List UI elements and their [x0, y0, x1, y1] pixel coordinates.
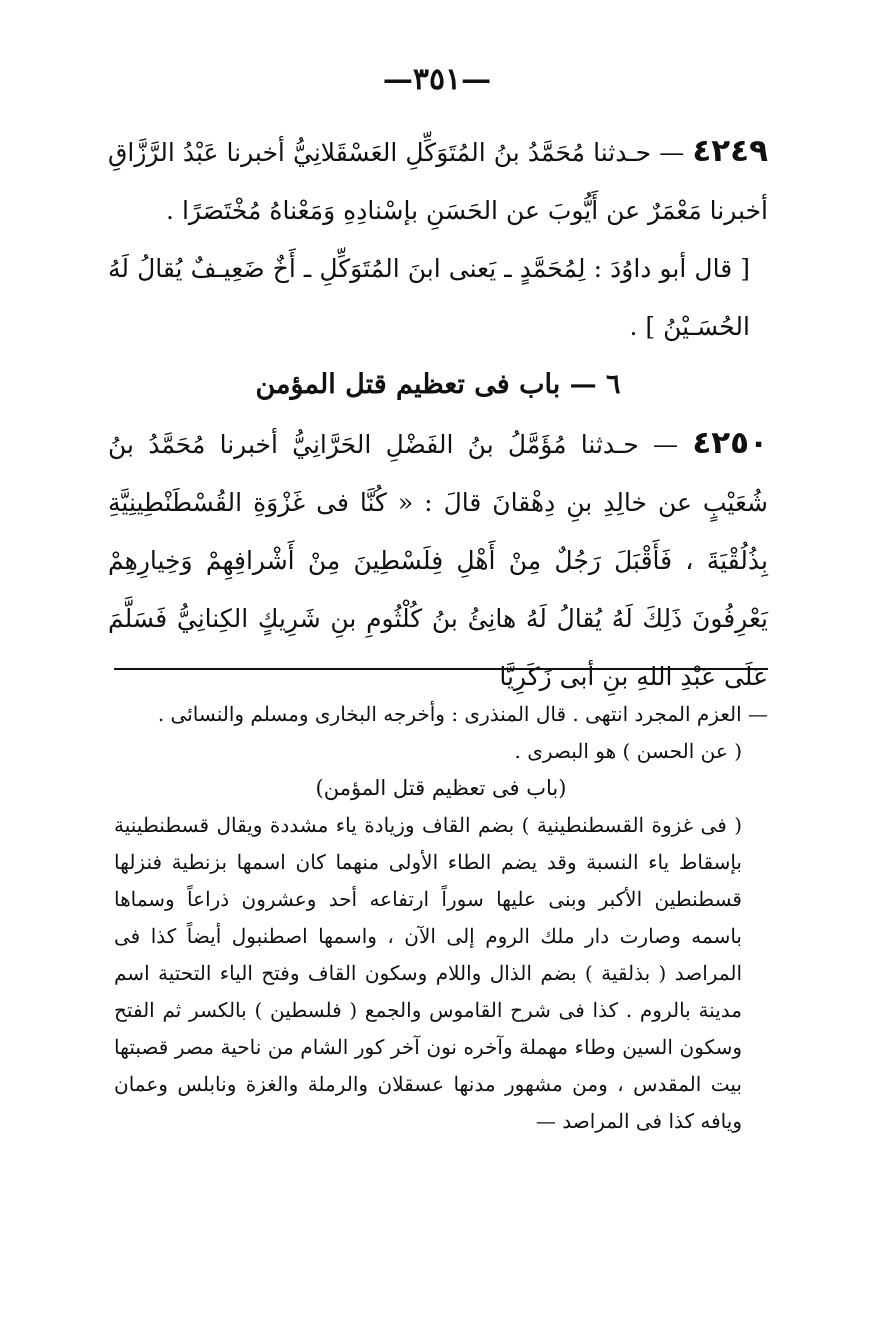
- chapter-heading: ٦ — باب فى تعظيم قتل المؤمن: [255, 369, 621, 400]
- footnote-heading: (باب فى تعظيم قتل المؤمن): [315, 776, 567, 800]
- hadith-text: — حـدثنا مُؤَمَّلُ بنُ الفَضْلِ الحَرَّانِيُّ أخبرنا مُحَمَّدُ بنُ شُعَيْبٍ عن خالِدِ بنِ دِهْقانَ قالَ : « كُنَّا فى غَزْوَةِ القُسْطَنْطِينِيَّةِ بِذُلُقْيَةَ ، فَأَقْبَلَ رَجُلٌ مِنْ أَهْلِ فِلَسْطِينَ مِنْ أَشْرافِهِمْ وَخِيارِهِمْ يَعْرِفُونَ ذَلِكَ لَهُ يُقالُ لَهُ هانِئُ بنُ كُلْثُومِ بنِ شَرِيكٍ الكِنانِيُّ فَسَلَّمَ عَلَى عَبْدِ اللهِ بنِ أبى زَكَرِيَّا: [108, 430, 768, 691]
- hadith-4250: [108, 414, 768, 706]
- hadith-4249: [108, 122, 768, 240]
- footnote-line: — العزم المجرد انتهى . قال المنذرى : وأخرجه البخارى ومسلم والنسائى .: [157, 702, 768, 726]
- hadith-number: ٤٢٤٩: [692, 133, 768, 169]
- footnote-divider: [114, 668, 768, 670]
- hadith-text: — حـدثنا مُحَمَّدُ بنُ المُتَوَكِّلِ العَسْقَلانِيُّ أخبرنا عَبْدُ الرَّزَّاقِ أخبرنا مَعْمَرٌ عن أَيُّوبَ عن الحَسَنِ بإسْنادِهِ وَمَعْناهُ مُخْتَصَرًا .: [108, 138, 768, 225]
- footnote-line: ( عن الحسن ) هو البصرى .: [514, 739, 742, 763]
- page-number: —٣٥١—: [382, 62, 492, 97]
- main-text: [108, 122, 768, 706]
- hadith-number: ٤٢٥٠: [692, 425, 768, 461]
- bracket-note: [ قال أبو داوُدَ : لِمُحَمَّدٍ ـ يَعنى ابنَ المُتَوَكِّلِ ـ أَخٌ ضَعِيـفٌ يُقالُ لَهُ الحُسَـيْنُ ] .: [108, 254, 750, 341]
- footnote-paragraph: ( فى غزوة القسطنطينية ) بضم القاف وزيادة ياء مشددة ويقال قسطنطينية بإسقاط ياء النسبة وقد يضم الطاء الأولى منهما كان اسمها بزنطية فنزلها قسطنطين الأكبر وبنى عليها سوراً ارتفاعه أحد وعشرون ذراعاً وسماها باسمه وصارت دار ملك الروم إلى الآن ، واسمها اصطنبول أيضاً كذا فى المراصد ( بذلقية ) بضم الذال واللام وسكون القاف وفتح الياء التحتية اسم مدينة بالروم . كذا فى شرح القاموس والجمع ( فلسطين ) بالكسر ثم الفتح وسكون السين وطاء مهملة وآخره نون آخر كور الشام من ناحية مصر قصبتها بيت المقدس ، ومن مشهور مدنها عسقلان والرملة والغزة ونابلس وعمان ويافه كذا فى المراصد —: [114, 813, 742, 1133]
- footnotes: [114, 696, 768, 1140]
